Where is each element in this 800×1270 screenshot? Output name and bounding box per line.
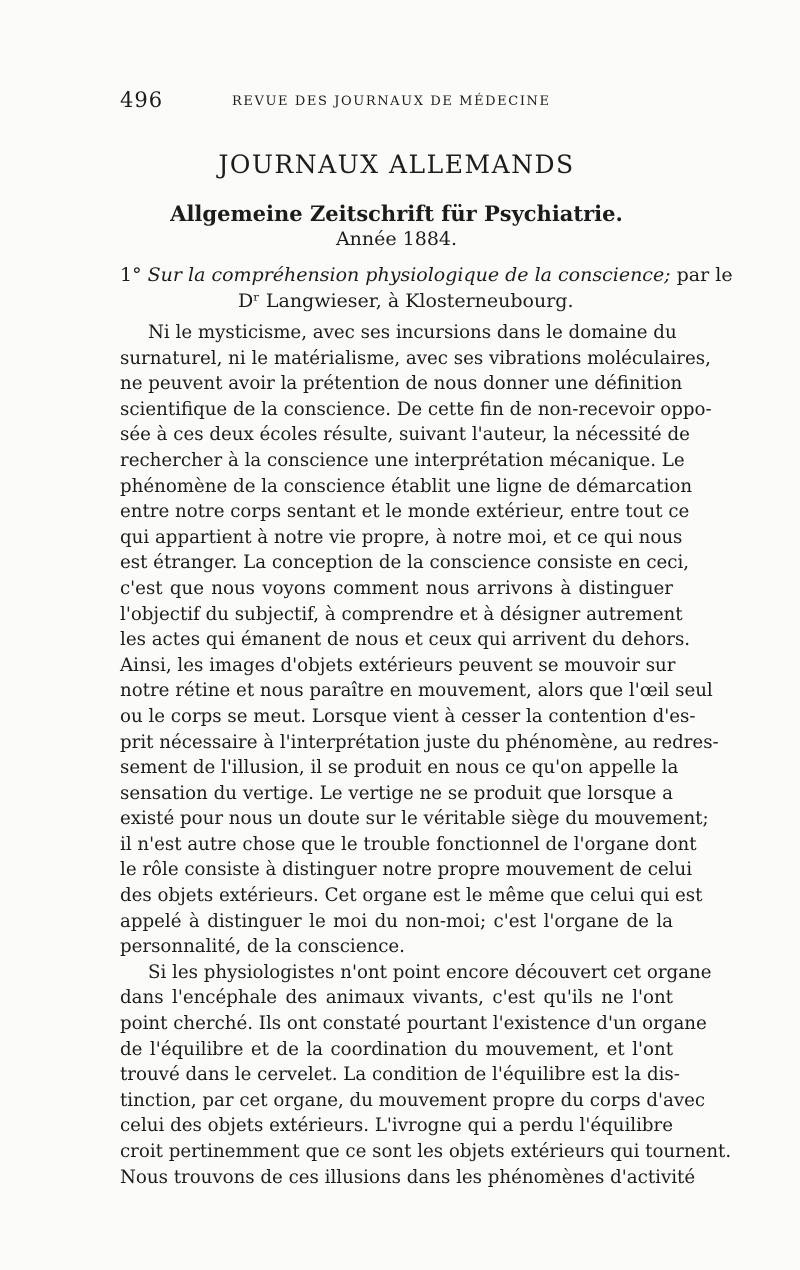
body-line: celui des objets extérieurs. L'ivrogne qui a perdu l'équilibre: [120, 1115, 673, 1137]
body-line: tinction, par cet organe, du mouvement propre du corps d'avec: [120, 1089, 706, 1111]
body-line: trouvé dans le cervelet. La condition de l'équilibre est la dis-: [120, 1064, 680, 1086]
body-line: les actes qui émanent de nous et ceux qui arrivent du dehors.: [120, 629, 691, 651]
body-line: sement de l'illusion, il se produit en nous ce qu'on appelle la: [120, 757, 679, 779]
page-number: 496: [120, 88, 164, 112]
body-line: Si les physiologistes n'ont point encore découvert cet organe: [148, 961, 712, 983]
body-line: ou le corps se meut. Lorsque vient à cesser la contention d'es-: [120, 705, 696, 727]
body-line: appelé à distinguer le moi du non-moi; c'est l'organe de la: [120, 910, 673, 932]
body-line: personnalité, de la conscience.: [120, 936, 405, 958]
body-line: l'objectif du subjectif, à comprendre et à désigner autrement: [120, 603, 683, 625]
body-line: il n'est autre chose que le trouble fonctionnel de l'organe dont: [120, 833, 697, 855]
body-line: Ainsi, les images d'objets extérieurs peuvent se mouvoir sur: [120, 654, 676, 676]
body-line: dans l'encéphale des animaux vivants, c'est qu'ils ne l'ont: [120, 987, 673, 1009]
article-number: 1°: [120, 264, 148, 286]
journal-name: Allgemeine Zeitschrift für Psychiatrie.: [170, 201, 623, 226]
body-line: de l'équilibre et de la coordination du mouvement, et l'ont: [120, 1038, 673, 1060]
body-line: phénomène de la conscience établit une ligne de démarcation: [120, 475, 693, 497]
journal-year: Année 1884.: [335, 228, 458, 250]
body-line: Ni le mysticisme, avec ses incursions dans le domaine du: [148, 322, 677, 343]
body-line: qui appartient à notre vie propre, à notre moi, et ce qui nous: [120, 526, 683, 548]
page-header: [120, 88, 673, 118]
article-author-prefix: par le: [670, 264, 733, 286]
body-line: sée à ces deux écoles résulte, suivant l'auteur, la nécessité de: [120, 424, 690, 446]
article-author: Dʳ Langwieser, à Klosterneubourg.: [238, 290, 574, 312]
running-head: REVUE DES JOURNAUX DE MÉDECINE: [232, 94, 551, 109]
body-line: sensation du vertige. Le vertige ne se produit que lorsque a: [120, 782, 673, 804]
body-line: croit pertinemment que ce sont les objets extérieurs qui tournent.: [120, 1141, 732, 1162]
section-title: JOURNAUX ALLEMANDS: [218, 150, 575, 179]
body-line: prit nécessaire à l'interprétation juste du phénomène, au redres-: [120, 731, 719, 753]
article-title-italic: Sur la compréhension physiologique de la conscience;: [147, 264, 671, 286]
body-line: est étranger. La conception de la conscience consiste en ceci,: [120, 552, 690, 574]
body-text: [120, 320, 732, 1190]
body-line: entre notre corps sentant et le monde extérieur, entre tout ce: [120, 501, 690, 523]
body-line: scientifique de la conscience. De cette fin de non-recevoir oppo-: [120, 398, 712, 420]
body-line: surnaturel, ni le matérialisme, avec ses vibrations moléculaires,: [120, 347, 711, 369]
body-line: c'est que nous voyons comment nous arrivons à distinguer: [120, 577, 673, 599]
body-line: ne peuvent avoir la prétention de nous donner une définition: [120, 373, 683, 395]
body-line: existé pour nous un doute sur le véritable siège du mouvement;: [120, 808, 709, 830]
body-line: des objets extérieurs. Cet organe est le même que celui qui est: [120, 885, 703, 907]
article-title: [120, 262, 733, 314]
body-line: rechercher à la conscience une interprétation mécanique. Le: [120, 449, 685, 471]
body-line: notre rétine et nous paraître en mouvement, alors que l'œil seul: [120, 680, 713, 702]
body-line: point cherché. Ils ont constaté pourtant l'existence d'un organe: [120, 1013, 707, 1035]
body-line: Nous trouvons de ces illusions dans les phénomènes d'activité: [120, 1166, 696, 1188]
body-line: le rôle consiste à distinguer notre propre mouvement de celui: [120, 859, 693, 881]
